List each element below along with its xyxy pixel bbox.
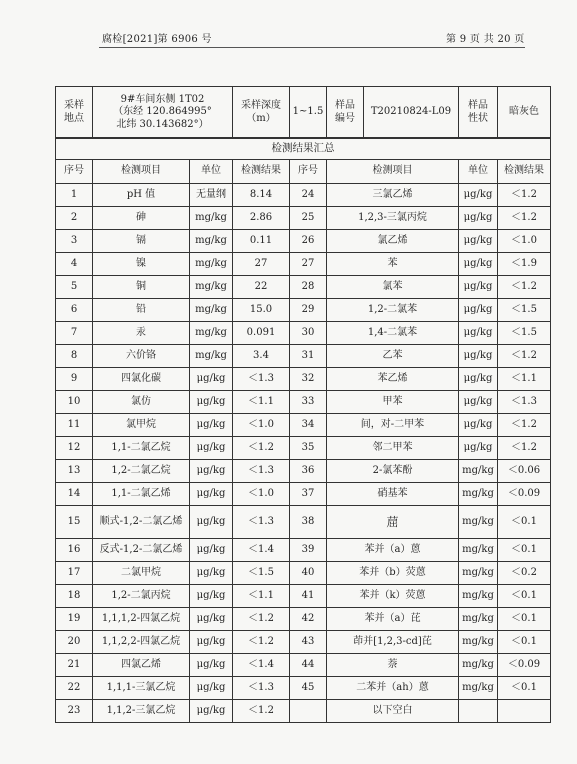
test-item-2: 1,2-二氯苯 <box>327 299 459 322</box>
row-number-2: 44 <box>290 654 327 677</box>
unit: μg/kg <box>190 608 233 631</box>
row-number-2: 34 <box>290 414 327 437</box>
result: ＜1.3 <box>233 506 290 539</box>
row-number-2: 45 <box>290 677 327 700</box>
col-header-item: 检测项目 <box>93 160 190 184</box>
results-table <box>55 137 551 723</box>
row-number-2: 33 <box>290 391 327 414</box>
result: 15.0 <box>233 299 290 322</box>
unit-2: μg/kg <box>459 207 498 230</box>
unit: mg/kg <box>190 253 233 276</box>
unit-2: μg/kg <box>459 322 498 345</box>
test-item: 1,2-二氯乙烷 <box>93 460 190 483</box>
test-item-2: 硝基苯 <box>327 483 459 506</box>
unit: mg/kg <box>190 207 233 230</box>
test-item-2: 苯并（a）芘 <box>327 608 459 631</box>
test-item: 铜 <box>93 276 190 299</box>
row-number-2: 42 <box>290 608 327 631</box>
unit: μg/kg <box>190 677 233 700</box>
test-item-2: 氯苯 <box>327 276 459 299</box>
test-item: 四氯乙烯 <box>93 654 190 677</box>
result-2: ＜0.09 <box>498 483 551 506</box>
result-2: ＜1.2 <box>498 276 551 299</box>
row-number: 15 <box>56 506 93 539</box>
test-item: 1,1-二氯乙烯 <box>93 483 190 506</box>
table-row <box>56 207 551 230</box>
unit-2: μg/kg <box>459 345 498 368</box>
row-number-2 <box>290 700 327 723</box>
unit-2: μg/kg <box>459 184 498 207</box>
row-number-2: 43 <box>290 631 327 654</box>
result: ＜1.3 <box>233 677 290 700</box>
unit-2: mg/kg <box>459 539 498 562</box>
test-item-2: 1,4-二氯苯 <box>327 322 459 345</box>
table-row <box>56 483 551 506</box>
result: ＜1.2 <box>233 608 290 631</box>
row-number: 1 <box>56 184 93 207</box>
unit-2: μg/kg <box>459 391 498 414</box>
row-number: 13 <box>56 460 93 483</box>
unit: μg/kg <box>190 506 233 539</box>
sampling-depth-label: 采样深度 （m） <box>233 87 290 139</box>
result: 22 <box>233 276 290 299</box>
test-item: 1,2-二氯丙烷 <box>93 585 190 608</box>
unit-2: μg/kg <box>459 299 498 322</box>
test-item-2: 三氯乙烯 <box>327 184 459 207</box>
row-number-2: 35 <box>290 437 327 460</box>
row-number: 21 <box>56 654 93 677</box>
unit: μg/kg <box>190 562 233 585</box>
table-row <box>56 539 551 562</box>
test-item-2: 邻二甲苯 <box>327 437 459 460</box>
unit: μg/kg <box>190 414 233 437</box>
result: ＜1.2 <box>233 437 290 460</box>
test-item-2: 苯并（b）荧蒽 <box>327 562 459 585</box>
sampling-depth-value: 1~1.5 <box>290 87 327 139</box>
test-item-2: 苯并（a）蒽 <box>327 539 459 562</box>
result: ＜1.3 <box>233 368 290 391</box>
test-item: 1,1,2,2-四氯乙烷 <box>93 631 190 654</box>
result-2: ＜1.1 <box>498 368 551 391</box>
row-number: 6 <box>56 299 93 322</box>
result-2: ＜0.1 <box>498 677 551 700</box>
unit-2: μg/kg <box>459 230 498 253</box>
test-item-2: 1,2,3-三氯丙烷 <box>327 207 459 230</box>
test-item: pH 值 <box>93 184 190 207</box>
result-2: ＜1.2 <box>498 345 551 368</box>
test-item: 反式-1,2-二氯乙烯 <box>93 539 190 562</box>
col-header-result-2: 检测结果 <box>498 160 551 184</box>
unit: μg/kg <box>190 483 233 506</box>
test-item: 1,1,1-三氯乙烷 <box>93 677 190 700</box>
row-number-2: 31 <box>290 345 327 368</box>
row-number-2: 39 <box>290 539 327 562</box>
test-item: 砷 <box>93 207 190 230</box>
row-number: 23 <box>56 700 93 723</box>
test-item: 1,1-二氯乙烷 <box>93 437 190 460</box>
row-number: 9 <box>56 368 93 391</box>
test-item-2: 苯并（k）荧蒽 <box>327 585 459 608</box>
row-number-2: 37 <box>290 483 327 506</box>
unit: mg/kg <box>190 299 233 322</box>
sample-property-label: 样品 性状 <box>459 87 498 139</box>
row-number-2: 28 <box>290 276 327 299</box>
row-number: 14 <box>56 483 93 506</box>
result: ＜1.4 <box>233 654 290 677</box>
result-2: ＜0.1 <box>498 539 551 562</box>
row-number-2: 41 <box>290 585 327 608</box>
table-row <box>56 230 551 253</box>
table-row <box>56 391 551 414</box>
table-row <box>56 585 551 608</box>
result: 8.14 <box>233 184 290 207</box>
result-2: ＜1.9 <box>498 253 551 276</box>
test-item: 镍 <box>93 253 190 276</box>
test-item-2: 甲苯 <box>327 391 459 414</box>
result-2: ＜0.06 <box>498 460 551 483</box>
table-row <box>56 322 551 345</box>
unit: μg/kg <box>190 391 233 414</box>
test-item-2: 苯 <box>327 253 459 276</box>
result-2: ＜1.5 <box>498 299 551 322</box>
row-number-2: 30 <box>290 322 327 345</box>
table-row <box>56 184 551 207</box>
unit: μg/kg <box>190 631 233 654</box>
test-item: 顺式-1,2-二氯乙烯 <box>93 506 190 539</box>
unit-2: μg/kg <box>459 253 498 276</box>
unit-2: mg/kg <box>459 677 498 700</box>
unit-2: mg/kg <box>459 562 498 585</box>
result-2: ＜0.2 <box>498 562 551 585</box>
row-number: 12 <box>56 437 93 460</box>
col-header-unit: 单位 <box>190 160 233 184</box>
unit-2: mg/kg <box>459 460 498 483</box>
table-row <box>56 608 551 631</box>
unit: μg/kg <box>190 460 233 483</box>
row-number-2: 25 <box>290 207 327 230</box>
test-item: 铅 <box>93 299 190 322</box>
result-2 <box>498 700 551 723</box>
test-item-2: 以下空白 <box>327 700 459 723</box>
table-row <box>56 654 551 677</box>
table-row <box>56 631 551 654</box>
result-2: ＜1.5 <box>498 322 551 345</box>
test-item-2: 乙苯 <box>327 345 459 368</box>
col-header-result: 检测结果 <box>233 160 290 184</box>
row-number: 20 <box>56 631 93 654</box>
unit-2: μg/kg <box>459 276 498 299</box>
result: ＜1.3 <box>233 460 290 483</box>
row-number: 22 <box>56 677 93 700</box>
test-item-2: 苯乙烯 <box>327 368 459 391</box>
col-header-no-2: 序号 <box>290 160 327 184</box>
unit-2: mg/kg <box>459 506 498 539</box>
table-row <box>56 677 551 700</box>
table-row <box>56 345 551 368</box>
row-number: 10 <box>56 391 93 414</box>
row-number: 17 <box>56 562 93 585</box>
sample-number-label: 样品 编号 <box>327 87 364 139</box>
result: 27 <box>233 253 290 276</box>
test-item: 汞 <box>93 322 190 345</box>
test-item: 四氯化碳 <box>93 368 190 391</box>
unit: μg/kg <box>190 585 233 608</box>
table-row <box>56 460 551 483</box>
sample-info-table <box>55 86 551 139</box>
result-2: ＜0.09 <box>498 654 551 677</box>
sampling-location-label: 采样 地点 <box>56 87 93 139</box>
test-item-2: 䓛 <box>327 506 459 539</box>
table-row <box>56 253 551 276</box>
sample-number-value: T20210824-L09 <box>364 87 459 139</box>
test-item: 氯甲烷 <box>93 414 190 437</box>
row-number-2: 24 <box>290 184 327 207</box>
test-item: 氯仿 <box>93 391 190 414</box>
row-number: 8 <box>56 345 93 368</box>
result-2: ＜0.1 <box>498 608 551 631</box>
result: ＜1.5 <box>233 562 290 585</box>
unit: μg/kg <box>190 437 233 460</box>
sample-property-value: 暗灰色 <box>498 87 551 139</box>
unit: 无量纲 <box>190 184 233 207</box>
row-number: 16 <box>56 539 93 562</box>
table-row <box>56 414 551 437</box>
unit: μg/kg <box>190 700 233 723</box>
result: 3.4 <box>233 345 290 368</box>
test-item-2: 间，对-二甲苯 <box>327 414 459 437</box>
unit-2 <box>459 700 498 723</box>
col-header-item-2: 检测项目 <box>327 160 459 184</box>
row-number: 2 <box>56 207 93 230</box>
unit-2: mg/kg <box>459 585 498 608</box>
table-row <box>56 437 551 460</box>
result-2: ＜1.2 <box>498 437 551 460</box>
table-row <box>56 506 551 539</box>
test-item-2: 茚并[1,2,3-cd]芘 <box>327 631 459 654</box>
result: 2.86 <box>233 207 290 230</box>
row-number: 7 <box>56 322 93 345</box>
row-number: 11 <box>56 414 93 437</box>
unit-2: μg/kg <box>459 437 498 460</box>
unit-2: mg/kg <box>459 631 498 654</box>
test-item-2: 萘 <box>327 654 459 677</box>
test-item: 1,1,2-三氯乙烷 <box>93 700 190 723</box>
result-2: ＜1.3 <box>498 391 551 414</box>
result: ＜1.0 <box>233 414 290 437</box>
result: ＜1.1 <box>233 585 290 608</box>
row-number-2: 27 <box>290 253 327 276</box>
unit-2: μg/kg <box>459 414 498 437</box>
result-2: ＜1.2 <box>498 414 551 437</box>
result-2: ＜0.1 <box>498 506 551 539</box>
row-number-2: 29 <box>290 299 327 322</box>
result: ＜1.2 <box>233 631 290 654</box>
unit-2: mg/kg <box>459 483 498 506</box>
report-number: 腐检[2021]第 6906 号 <box>102 34 212 45</box>
test-item-2: 二苯并（ah）蒽 <box>327 677 459 700</box>
row-number: 19 <box>56 608 93 631</box>
result: ＜1.0 <box>233 483 290 506</box>
column-header-row <box>56 160 551 184</box>
test-item-2: 2-氯苯酚 <box>327 460 459 483</box>
row-number: 3 <box>56 230 93 253</box>
result: ＜1.2 <box>233 700 290 723</box>
row-number-2: 40 <box>290 562 327 585</box>
page-info: 第 9 页 共 20 页 <box>446 34 525 45</box>
result: ＜1.1 <box>233 391 290 414</box>
table-row <box>56 299 551 322</box>
sampling-location-value: 9#车间东侧 1T02 （东经 120.864995° 北纬 30.143682°） <box>93 87 233 139</box>
row-number: 18 <box>56 585 93 608</box>
test-item: 1,1,1,2-四氯乙烷 <box>93 608 190 631</box>
test-item: 二氯甲烷 <box>93 562 190 585</box>
unit: μg/kg <box>190 539 233 562</box>
table-row <box>56 276 551 299</box>
result-2: ＜0.1 <box>498 585 551 608</box>
test-item: 六价铬 <box>93 345 190 368</box>
result: 0.11 <box>233 230 290 253</box>
result: ＜1.4 <box>233 539 290 562</box>
header-divider <box>99 47 525 48</box>
results-summary-title: 检测结果汇总 <box>56 138 551 160</box>
result-2: ＜1.2 <box>498 184 551 207</box>
unit: μg/kg <box>190 368 233 391</box>
result-2: ＜1.2 <box>498 207 551 230</box>
unit: μg/kg <box>190 654 233 677</box>
unit: mg/kg <box>190 322 233 345</box>
test-item-2: 氯乙烯 <box>327 230 459 253</box>
row-number-2: 32 <box>290 368 327 391</box>
table-row <box>56 562 551 585</box>
row-number-2: 26 <box>290 230 327 253</box>
row-number-2: 38 <box>290 506 327 539</box>
unit: mg/kg <box>190 276 233 299</box>
result: 0.091 <box>233 322 290 345</box>
table-row <box>56 368 551 391</box>
result-2: ＜0.1 <box>498 631 551 654</box>
result-2: ＜1.0 <box>498 230 551 253</box>
unit-2: μg/kg <box>459 368 498 391</box>
unit: mg/kg <box>190 345 233 368</box>
col-header-no: 序号 <box>56 160 93 184</box>
unit-2: mg/kg <box>459 654 498 677</box>
table-row <box>56 700 551 723</box>
unit-2: mg/kg <box>459 608 498 631</box>
row-number: 5 <box>56 276 93 299</box>
row-number-2: 36 <box>290 460 327 483</box>
col-header-unit-2: 单位 <box>459 160 498 184</box>
unit: mg/kg <box>190 230 233 253</box>
row-number: 4 <box>56 253 93 276</box>
test-item: 镉 <box>93 230 190 253</box>
